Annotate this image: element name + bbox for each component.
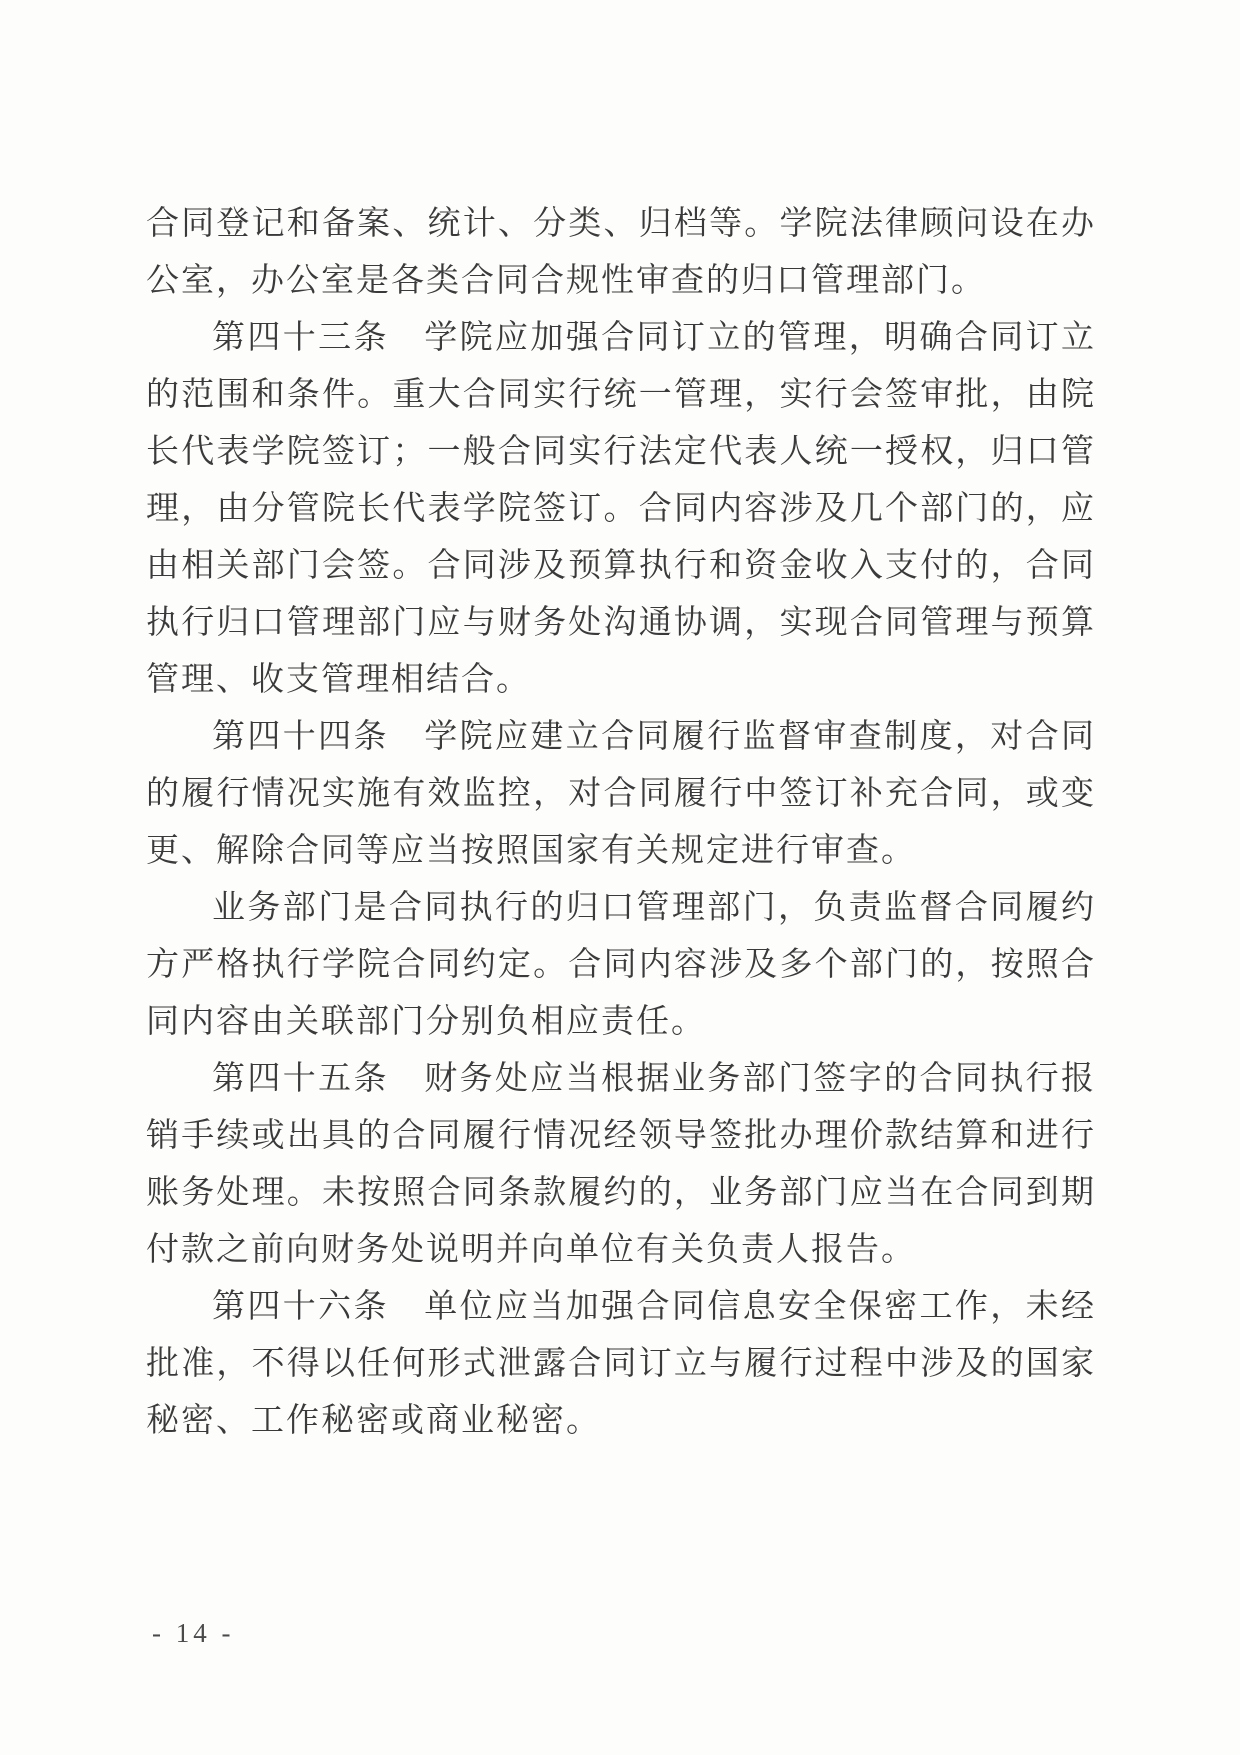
document-body-text [146, 196, 1096, 1450]
paragraph-continuation: 合同登记和备案、统计、分类、归档等。学院法律顾问设在办公室，办公室是各类合同合规性审查的归口管理部门。 [146, 206, 1096, 299]
paragraph-article-44: 第四十四条 学院应建立合同履行监督审查制度，对合同的履行情况实施有效监控，对合同履行中签订补充合同，或变更、解除合同等应当按照国家有关规定进行审查。 [146, 719, 1096, 869]
paragraph-article-46: 第四十六条 单位应当加强合同信息安全保密工作，未经批准，不得以任何形式泄露合同订立与履行过程中涉及的国家秘密、工作秘密或商业秘密。 [146, 1289, 1096, 1439]
paragraph-article-44-sub: 业务部门是合同执行的归口管理部门，负责监督合同履约方严格执行学院合同约定。合同内容涉及多个部门的，按照合同内容由关联部门分别负相应责任。 [146, 890, 1096, 1040]
paragraph-article-43: 第四十三条 学院应加强合同订立的管理，明确合同订立的范围和条件。重大合同实行统一管理，实行会签审批，由院长代表学院签订；一般合同实行法定代表人统一授权，归口管理，由分管院长代表学院签订。合同内容涉及几个部门的，应由相关部门会签。合同涉及预算执行和资金收入支付的，合同执行归口管理部门应与财务处沟通协调，实现合同管理与预算管理、收支管理相结合。 [146, 320, 1096, 698]
page-number: - 14 - [152, 1618, 235, 1648]
paragraph-article-45: 第四十五条 财务处应当根据业务部门签字的合同执行报销手续或出具的合同履行情况经领导签批办理价款结算和进行账务处理。未按照合同条款履约的，业务部门应当在合同到期付款之前向财务处说明并向单位有关负责人报告。 [146, 1061, 1096, 1268]
